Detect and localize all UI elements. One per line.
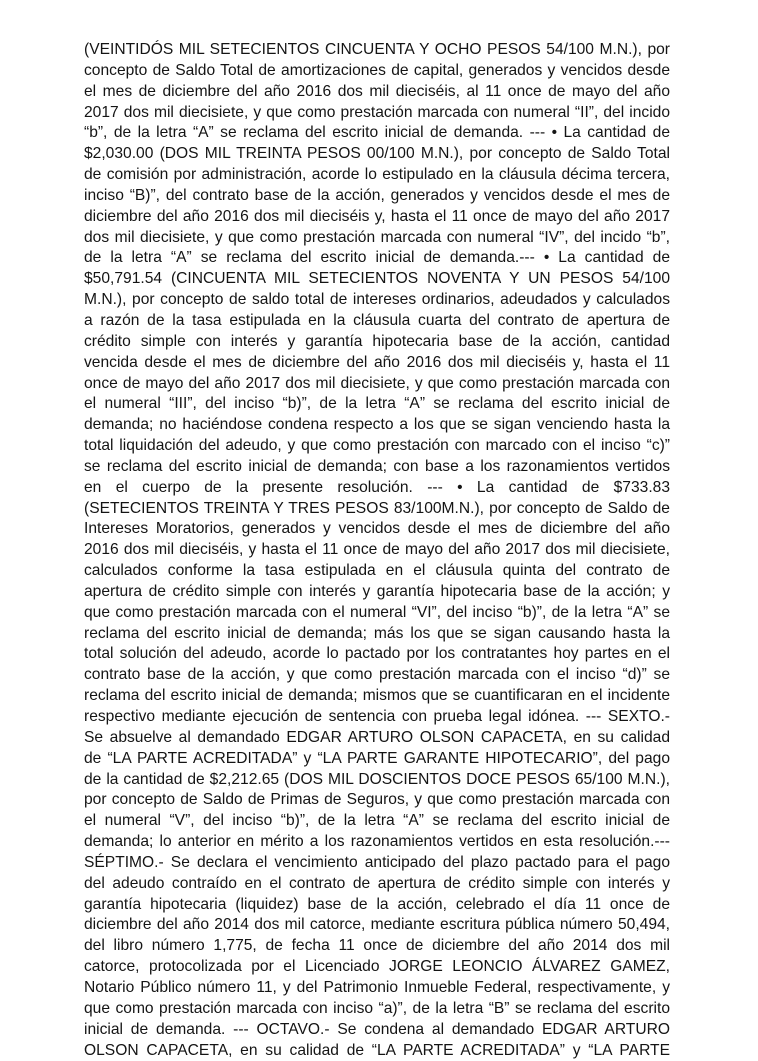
document-line: once de mayo del año 2017 dos mil diecisiete, y que como prestación marcada con — [84, 374, 670, 395]
document-body-text — [84, 40, 670, 1061]
document-line: reclama del escrito inicial de demanda; mismos que se cuantificaran en el incidente — [84, 686, 670, 707]
document-line: 2016 dos mil dieciséis, y hasta el 11 once de mayo del año 2017 dos mil diecisiete, — [84, 540, 670, 561]
document-line: el numeral “V”, del inciso “b)”, de la letra “A” se reclama del escrito inicial de — [84, 811, 670, 832]
document-line: contrato base de la acción, y que como prestación marcada con el inciso “d)” se — [84, 665, 670, 686]
document-line: que como prestación marcada con inciso “a)”, de la letra “B” se reclama del escrito — [84, 999, 670, 1020]
document-line: del libro número 1,775, de fecha 11 once de diciembre del año 2014 dos mil — [84, 936, 670, 957]
document-line: total solución del adeudo, acorde lo pactado por los contratantes hoy partes en el — [84, 644, 670, 665]
document-line: inciso “B)”, del contrato base de la acción, generados y vencidos desde el mes de — [84, 186, 670, 207]
document-line: $50,791.54 (CINCUENTA MIL SETECIENTOS NOVENTA Y UN PESOS 54/100 — [84, 269, 670, 290]
document-line: total liquidación del adeudo, y que como prestación con marcado con el inciso “c)” — [84, 436, 670, 457]
document-line: del adeudo contraído en el contrato de apertura de crédito simple con interés y — [84, 874, 670, 895]
document-line: demanda; lo anterior en mérito a los razonamientos vertidos en esta resolución.--- — [84, 832, 670, 853]
document-line: Notario Público número 11, y del Patrimonio Inmueble Federal, respectivamente, y — [84, 978, 670, 999]
document-line: calculados conforme la tasa estipulada en el cláusula quinta del contrato de — [84, 561, 670, 582]
document-line: M.N.), por concepto de saldo total de intereses ordinarios, adeudados y calculados — [84, 290, 670, 311]
document-line: de “LA PARTE ACREDITADA” y “LA PARTE GARANTE HIPOTECARIO”, del pago — [84, 749, 670, 770]
document-line: de la cantidad de $2,212.65 (DOS MIL DOSCIENTOS DOCE PESOS 65/100 M.N.), — [84, 770, 670, 791]
document-line: por concepto de Saldo de Primas de Seguros, y que como prestación marcada con — [84, 790, 670, 811]
document-line: de la letra “A” se reclama del escrito inicial de demanda.--- • La cantidad de — [84, 248, 670, 269]
document-line: (SETECIENTOS TREINTA Y TRES PESOS 83/100M.N.), por concepto de Saldo de — [84, 499, 670, 520]
document-line: SÉPTIMO.- Se declara el vencimiento anticipado del plazo pactado para el pago — [84, 853, 670, 874]
document-line: apertura de crédito simple con interés y garantía hipotecaria base de la acción; y — [84, 582, 670, 603]
document-line: “b”, de la letra “A” se reclama del escrito inicial de demanda. --- • La cantidad de — [84, 123, 670, 144]
document-line: (VEINTIDÓS MIL SETECIENTOS CINCUENTA Y OCHO PESOS 54/100 M.N.), por — [84, 40, 670, 61]
document-line: a razón de la tasa estipulada en la cláusula cuarta del contrato de apertura de — [84, 311, 670, 332]
document-line: crédito simple con interés y garantía hipotecaria base de la acción, cantidad — [84, 332, 670, 353]
document-line: vencida desde el mes de diciembre del año 2016 dos mil dieciséis y, hasta el 11 — [84, 353, 670, 374]
document-line: el numeral “III”, del inciso “b)”, de la letra “A” se reclama del escrito inicial de — [84, 394, 670, 415]
document-line: dos mil diecisiete, y que como prestación marcada con numeral “IV”, del incido “b”, — [84, 228, 670, 249]
document-line: garantía hipotecaria (liquidez) base de la acción, celebrado el día 11 once de — [84, 895, 670, 916]
document-line: el mes de diciembre del año 2016 dos mil dieciséis, al 11 once de mayo del año — [84, 82, 670, 103]
document-line: Se absuelve al demandado EDGAR ARTURO OLSON CAPACETA, en su calidad — [84, 728, 670, 749]
document-line: Intereses Moratorios, generados y vencidos desde el mes de diciembre del año — [84, 519, 670, 540]
document-line: inicial de demanda. --- OCTAVO.- Se condena al demandado EDGAR ARTURO — [84, 1020, 670, 1041]
document-line: de comisión por administración, acorde lo estipulado en la cláusula décima tercera, — [84, 165, 670, 186]
document-line: OLSON CAPACETA, en su calidad de “LA PARTE ACREDITADA” y “LA PARTE — [84, 1041, 670, 1061]
document-line: respectivo mediante ejecución de sentencia con prueba legal idónea. --- SEXTO.- — [84, 707, 670, 728]
document-line: demanda; no haciéndose condena respecto a los que se sigan venciendo hasta la — [84, 415, 670, 436]
document-line: diciembre del año 2014 dos mil catorce, mediante escritura pública número 50,494, — [84, 915, 670, 936]
document-line: concepto de Saldo Total de amortizaciones de capital, generados y vencidos desde — [84, 61, 670, 82]
document-line: 2017 dos mil diecisiete, y que como prestación marcada con numeral “II”, del incido — [84, 103, 670, 124]
document-line: catorce, protocolizada por el Licenciado JORGE LEONCIO ÁLVAREZ GAMEZ, — [84, 957, 670, 978]
document-line: que como prestación marcada con el numeral “VI”, del inciso “b)”, de la letra “A” se — [84, 603, 670, 624]
document-line: $2,030.00 (DOS MIL TREINTA PESOS 00/100 M.N.), por concepto de Saldo Total — [84, 144, 670, 165]
document-line: reclama del escrito inicial de demanda; más los que se sigan causando hasta la — [84, 624, 670, 645]
document-line: se reclama del escrito inicial de demanda; con base a los razonamientos vertidos — [84, 457, 670, 478]
document-line: en el cuerpo de la presente resolución. --- • La cantidad de $733.83 — [84, 478, 670, 499]
document-line: diciembre del año 2016 dos mil dieciséis y, hasta el 11 once de mayo del año 2017 — [84, 207, 670, 228]
